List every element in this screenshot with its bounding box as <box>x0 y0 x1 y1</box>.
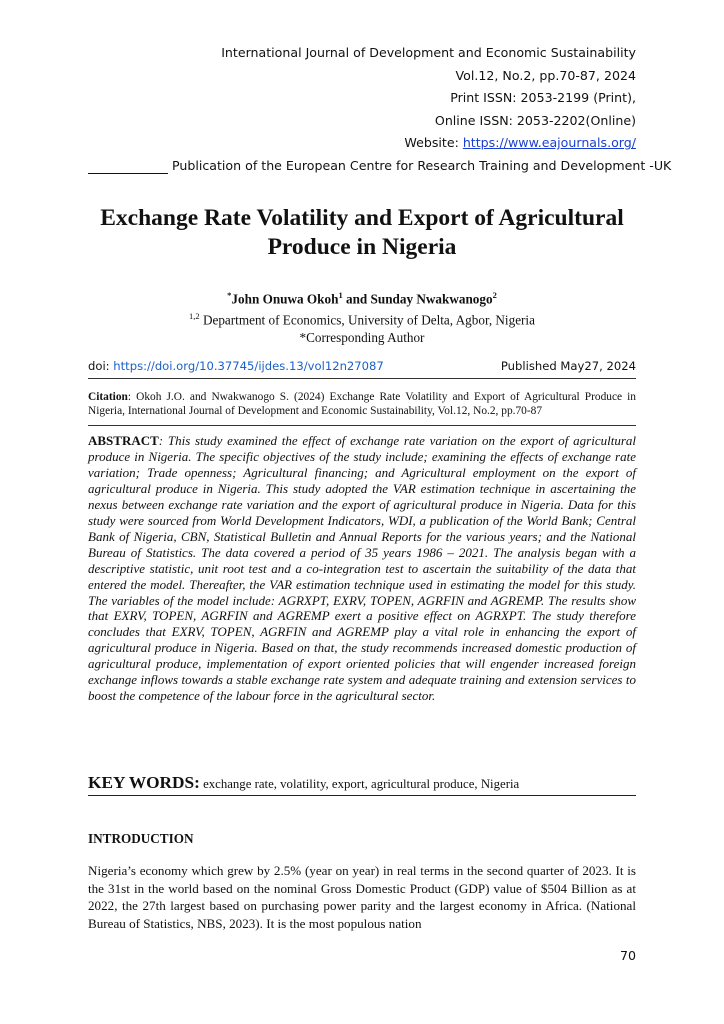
publication-rule <box>88 173 168 174</box>
website-label: Website: <box>404 135 463 151</box>
author-names <box>60 287 664 308</box>
divider-citation <box>88 425 636 426</box>
website-link[interactable]: https://www.eajournals.org/ <box>462 135 636 151</box>
divider-doi <box>88 378 636 379</box>
publication-text: Publication of the European Centre for Research Training and Development -UK <box>172 158 672 173</box>
published-date: Published May27, 2024 <box>500 359 636 373</box>
author-1-sup: 1 <box>338 290 343 300</box>
page-number: 70 <box>619 948 636 963</box>
author-1: John Onuwa Okoh <box>231 291 339 307</box>
abstract-label: ABSTRACT <box>88 433 159 448</box>
corresponding-author: *Corresponding Author <box>299 329 425 345</box>
introduction-heading: INTRODUCTION <box>88 831 194 846</box>
article-title-line-1: Exchange Rate Volatility and Export of Agricultural <box>100 205 624 231</box>
citation-text: : Okoh J.O. and Nwakwanogo S. (2024) Exchange Rate Volatility and Export of Agricultural Produce in Nigeria, International Journal of Development and Economic Sustainability, Vol.12, No.2, pp.70-87 <box>88 391 636 417</box>
abstract-text: : This study examined the effect of exchange rate variation on the export of agricultural produce in Nigeria. The specific objectives of the study include; examining the effects of exchange rate variation; Trade openness; Agricultural financing; and Agricultural employment on the export of agricultural produce in Nigeria. This study adopted the VAR estimation technique in ascertaining the nexus between exchange rate variation and the export of agricultural produce in Nigeria. Data for this study were sourced from World Development Indicators, WDI, a publication of the World Bank; Central Bank of Nigeria, CBN, Statistical Bulletin and Annual Reports for the various years; and the National Bureau of Statistics. The data covered a period of 35 years 1986 – 2021. The analysis began with a descriptive statistic, unit root test and a co-integration test to ascertain the suitability of the data that entered the model. Thereafter, the VAR estimation technique used in estimating the model for this study. The variables of the model include: AGRXPT, EXRV, TOPEN, AGRFIN and AGREMP. The results show that EXRV, TOPEN, AGRFIN and AGREMP exert a positive effect on AGRXPT. The study therefore concludes that EXRV, TOPEN, AGRFIN and AGREMP play a vital role in enhancing the export of agricultural produce in Nigeria. Based on that, the study recommends increased domestic production of agricultural produce, implementation of export oriented policies that will engender increased foreign exchange inflows towards a stable exchange rate system and adequate training and extension services to boost the competence of the labour force in the agricultural sector. <box>88 433 636 704</box>
article-title <box>60 204 664 262</box>
journal-header <box>76 42 636 155</box>
author-2-sup: 2 <box>492 290 497 300</box>
affiliation-sup: 1,2 <box>189 310 200 321</box>
author-and: and <box>342 291 371 307</box>
journal-volume: Vol.12, No.2, pp.70-87, 2024 <box>455 67 636 83</box>
affiliation <box>60 308 664 329</box>
keywords-text: exchange rate, volatility, export, agricultural produce, Nigeria <box>199 777 520 791</box>
author-block <box>60 287 664 347</box>
citation <box>88 390 636 418</box>
keywords-label: KEY WORDS: <box>88 773 200 792</box>
divider-keywords <box>88 795 636 796</box>
affiliation-text: Department of Economics, University of Delta, Agbor, Nigeria <box>199 312 535 328</box>
doi-link[interactable]: https://doi.org/10.37745/ijdes.13/vol12n27087 <box>113 359 384 373</box>
author-2: Sunday Nwakwanogo <box>370 291 493 307</box>
doi-row <box>88 358 636 374</box>
doi-label: doi: <box>88 359 114 373</box>
journal-name: International Journal of Development and Economic Sustainability <box>221 45 636 60</box>
abstract <box>88 433 636 704</box>
introduction-text: Nigeria’s economy which grew by 2.5% (year on year) in real terms in the second quarter of 2023. It is the 31st in the world based on the nominal Gross Domestic Product (GDP) value of $504 Billion as at 2022, the 27th largest based on purchasing power parity and the largest economy in Africa. (National Bureau of Statistics, NBS, 2023). It is the most populous nation <box>88 863 636 931</box>
article-title-line-2: Produce in Nigeria <box>267 234 457 260</box>
print-issn: Print ISSN: 2053-2199 (Print), <box>450 90 636 106</box>
author-star: * <box>227 290 232 300</box>
keywords <box>88 772 636 795</box>
citation-label: Citation <box>88 391 128 403</box>
website-line <box>76 132 636 155</box>
online-issn: Online ISSN: 2053-2202(Online) <box>434 112 636 128</box>
